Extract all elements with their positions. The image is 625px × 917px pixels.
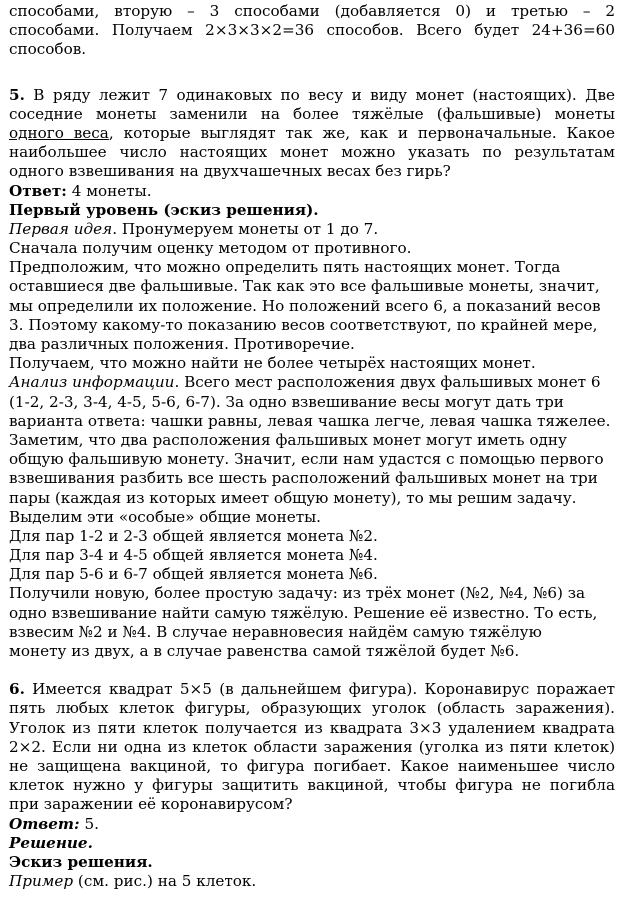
text-line: Сначала получим оценку методом от противного. [9,239,412,258]
section-heading: Первый уровень (эскиз решения). [9,200,319,219]
problem-number: 5. [9,85,25,104]
text-line: одно взвешивание найти самую тяжёлую. Решение её известно. То есть, [9,603,598,622]
text-line: 2×2. Если ни одна из клеток области заражения (уголка из пяти клеток) [9,737,615,756]
text-line: Предположим, что можно определить пять настоящих монет. Тогда [9,258,561,277]
text-line: мы определили их положение. Но положений всего 6, а показаний весов [9,296,601,315]
text-line: монету из двух, а в случае равенства самой тяжёлой будет №6. [9,642,520,660]
text-line: при заражении её коронавирусом? [9,795,293,814]
text-span: (см. рис.) на 5 клеток. [73,872,257,891]
answer-line [9,182,615,201]
text-span: В ряду лежит 7 одинаковых по весу и виду монет (настоящих). Две [33,85,616,104]
problem-6-line [9,680,615,699]
text-line: способами, вторую – 3 способами (добавляется 0) и третью – 2 [9,2,615,20]
text-line [9,220,615,239]
analysis-label: Анализ информации [9,373,175,392]
problem-number: 6. [9,680,25,699]
answer-text: 5. [79,814,99,833]
idea-label: Первая идея [9,219,113,238]
sketch-heading: Эскиз решения. [9,852,153,871]
text-line: одного взвешивания на двухчашечных весах без гирь? [9,162,451,181]
text-line: Для пар 1-2 и 2-3 общей является монета №2. [9,526,378,545]
text-line: общую фальшивую монету. Значит, если нам удастся с помощью первого [9,450,604,469]
paragraph-gap [9,661,615,680]
text-line: варианта ответа: чашки равны, левая чашка легче, левая чашка тяжелее. [9,411,611,430]
text-line: Получили новую, более простую задачу: из трёх монет (№2, №4, №6) за [9,584,586,603]
text-line: взвешивания разбить все шесть расположений фальшивых монет на три [9,469,598,488]
answer-label: Ответ: [9,814,80,833]
text-line [9,872,615,891]
paragraph-gap [9,60,615,86]
text-line: два различных положения. Противоречие. [9,335,355,353]
text-line: пары (каждая из которых имеет общую монету), то мы решим задачу. [9,488,577,507]
text-line: Уголок из пяти клеток получается из квадрата 3×3 удалением квадрата [9,718,615,737]
text-line: Заметим, что два расположения фальшивых монет могут иметь одну [9,430,567,449]
text-line [9,373,615,392]
text-line: не защищена вакциной, то фигура погибает. Какое наименьшее число [9,756,615,775]
answer-text: 4 монеты. [66,181,152,200]
text-line: взвесим №2 и №4. В случае неравновесия найдём самую тяжёлую [9,622,542,641]
text-span: , которые выглядят так же, как и первоначальные. Какое [108,123,615,142]
text-line: способами. Получаем 2×3×3×2=36 способов. Всего будет 24+36=60 [9,21,615,40]
problem-5-line [9,86,615,105]
underlined-text: одного веса [9,123,109,142]
text-line: Для пар 5-6 и 6-7 общей является монета №6. [9,565,378,584]
text-span: Имеется квадрат 5×5 (в дальнейшем фигура). Коронавирус поражает [24,680,615,699]
solution-label: Решение. [9,833,93,852]
text-line: Для пар 3-4 и 4-5 общей является монета №4. [9,546,378,565]
text-line: Выделим эти «особые» общие монеты. [9,507,322,526]
text-line: наибольшее число настоящих монет можно указать по результатам [9,143,615,162]
text-line: клеток нужно у фигуры защитить вакциной, чтобы фигура не погибла [9,776,615,795]
answer-label: Ответ: [9,181,67,200]
text-line: соседние монеты заменили на более тяжёлые (фальшивые) монеты [9,104,615,123]
text-line: (1-2, 2-3, 3-4, 4-5, 5-6, 6-7). За одно взвешивание весы могут дать три [9,392,564,411]
text-line: пять любых клеток фигуры, образующих уголок (область заражения). [9,699,615,718]
text-span: . Всего мест расположения двух фальшивых монет 6 [174,373,601,392]
example-label: Пример [9,872,74,891]
text-line: Получаем, что можно найти не более четырёх настоящих монет. [9,354,536,373]
text-span: . Пронумеруем монеты от 1 до 7. [112,219,379,238]
answer-line [9,815,615,834]
text-line [9,124,615,143]
text-line: оставшиеся две фальшивые. Так как это все фальшивые монеты, значит, [9,277,600,296]
text-line: способов. [9,40,87,59]
document-page [9,2,615,891]
text-line: 3. Поэтому какому-то показанию весов соответствуют, по крайней мере, [9,315,598,334]
